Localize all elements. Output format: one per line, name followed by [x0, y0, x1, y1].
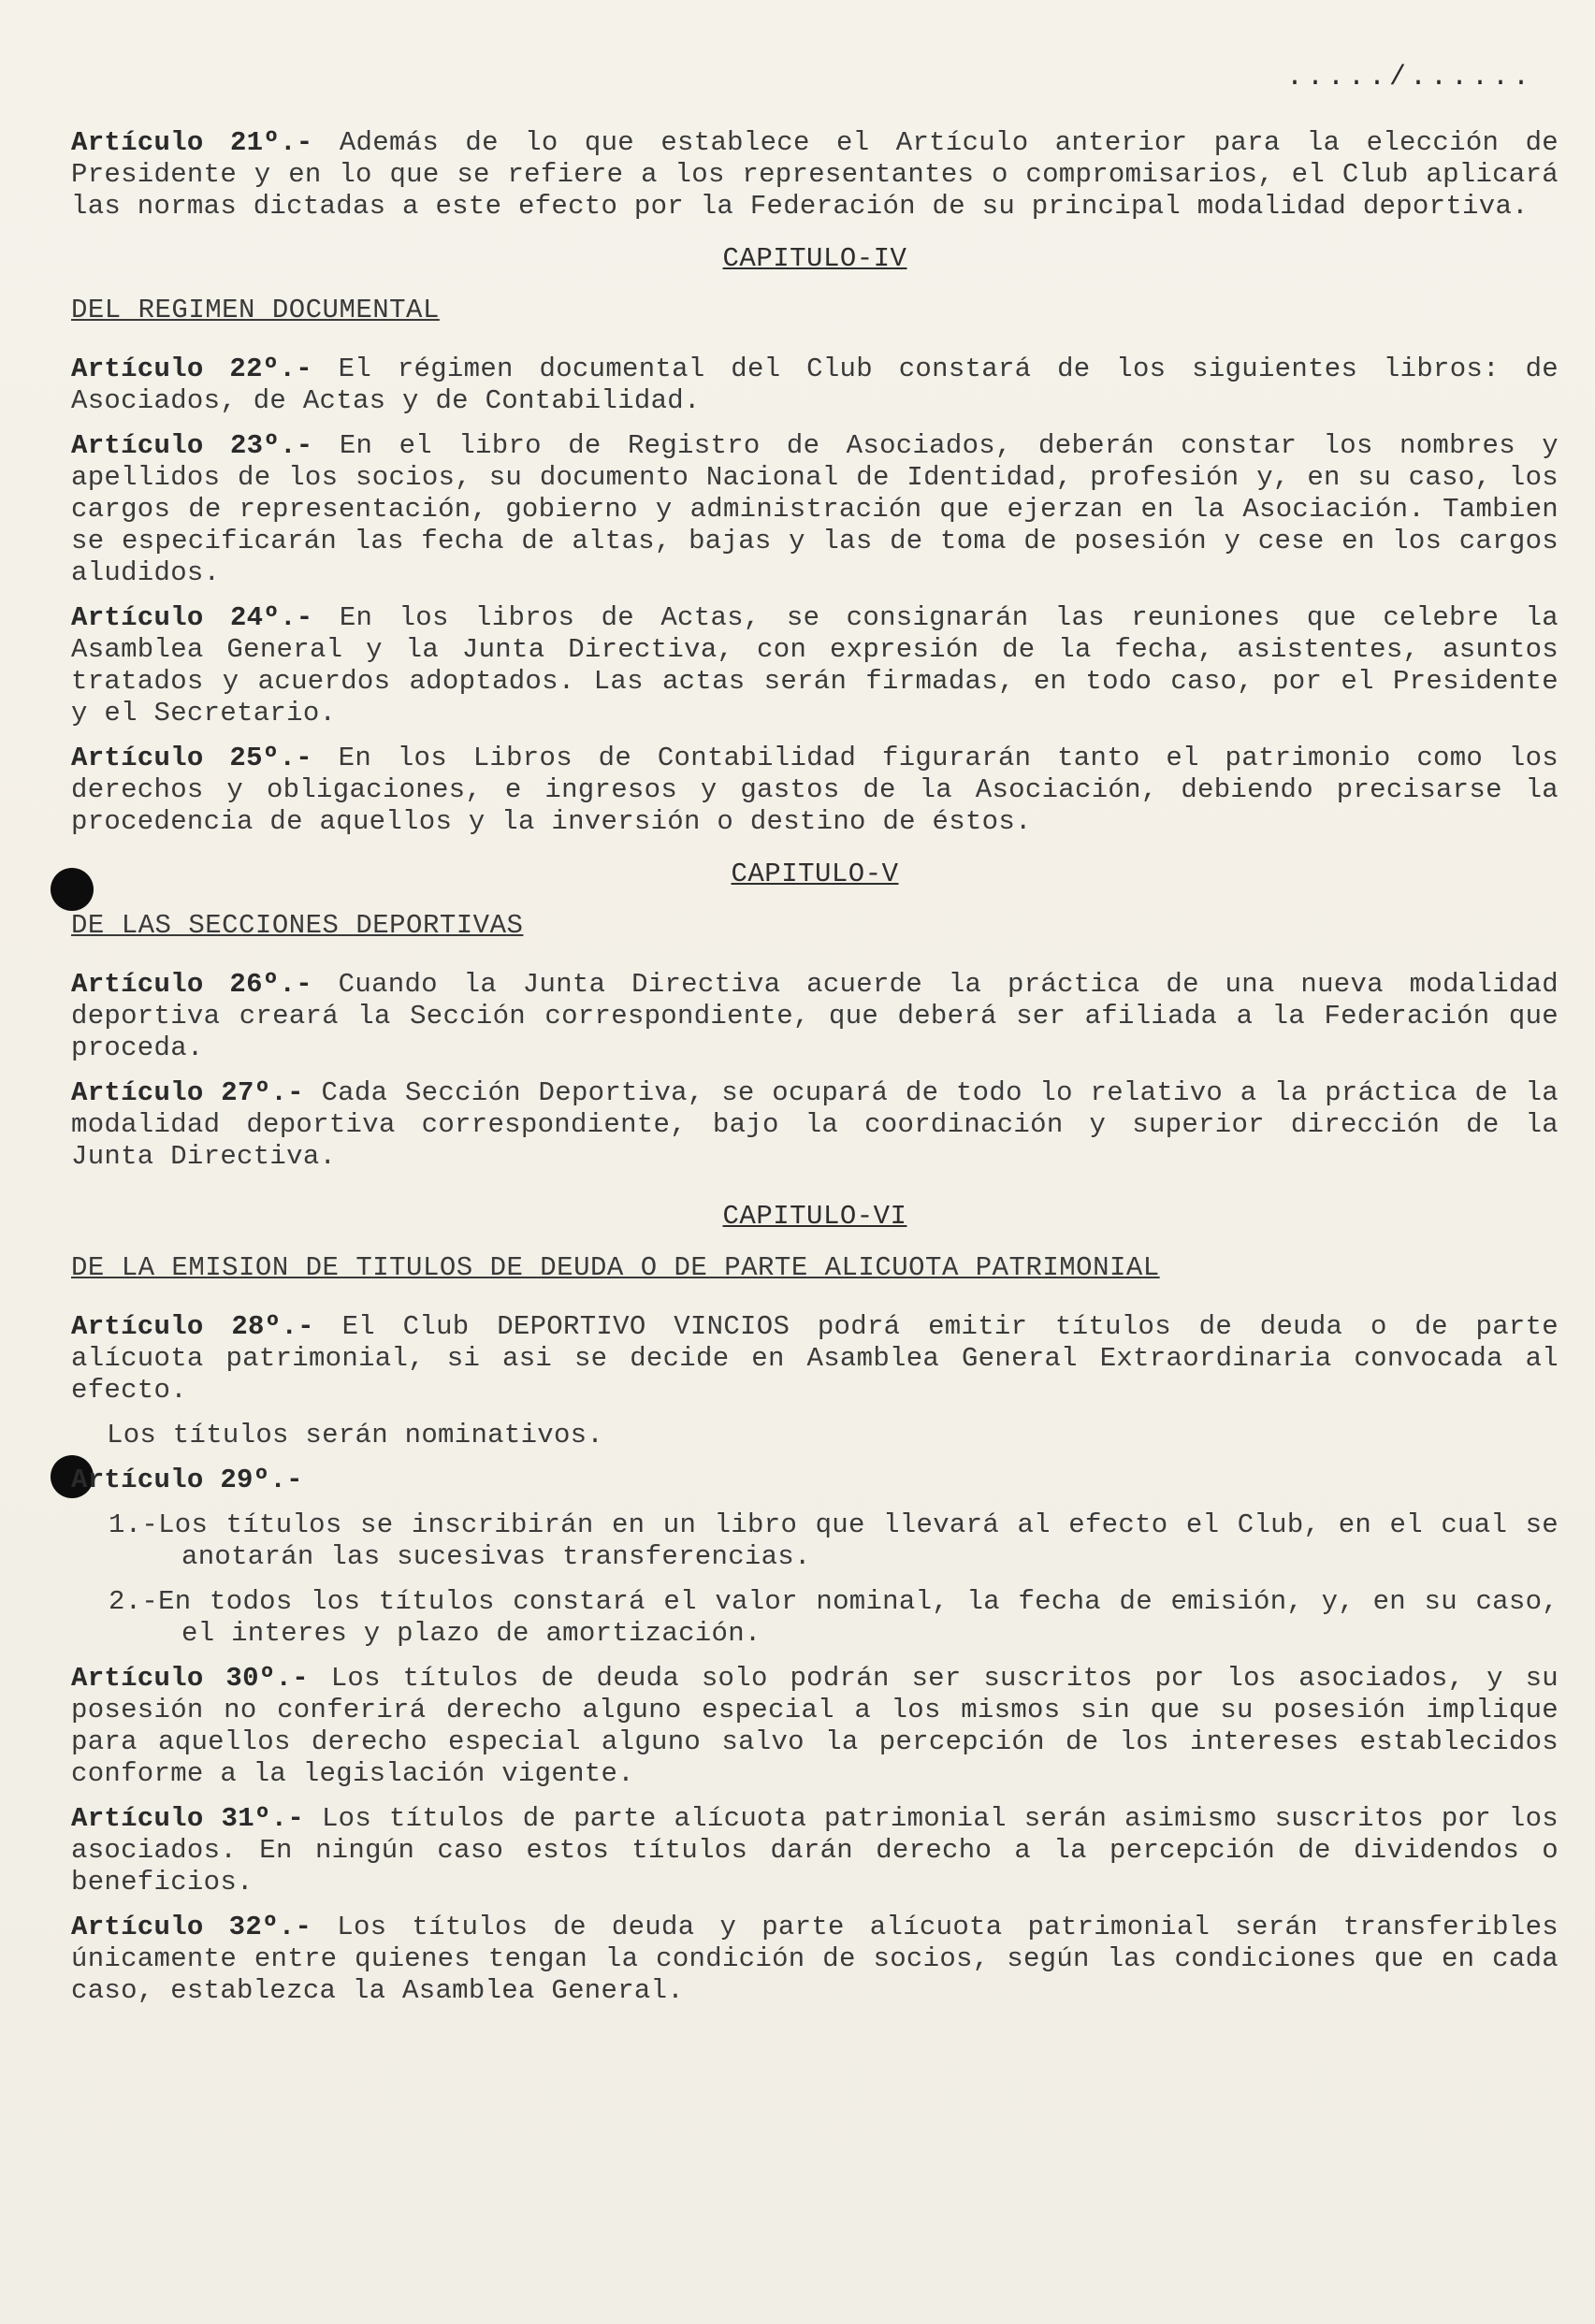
article-label: Artículo 28º.-: [71, 1311, 314, 1342]
chapter-heading: CAPITULO-VI: [722, 1201, 907, 1232]
article-text: Cuando la Junta Directiva acuerde la práctica de una nueva modalidad deportiva creará la Sección correspondiente, que deberá ser afiliada a la Federación que proceda.: [71, 969, 1559, 1063]
article-label: Artículo 22º.-: [71, 354, 312, 384]
article-24: [71, 602, 1559, 729]
article-text: Los títulos de parte alícuota patrimonial serán asimismo suscritos por los asociados. En ningún caso estos títulos darán derecho a la percepción de dividendos o beneficios.: [71, 1803, 1559, 1898]
article-text: Los títulos de deuda solo podrán ser suscritos por los asociados, y su posesión no conferirá derecho alguno especial a los mismos sin que su posesión implique para aquellos derecho especial alguno salvo la percepción de los intereses establecidos conforme a la legislación vigente.: [71, 1663, 1559, 1789]
item-text: En todos los títulos constará el valor nominal, la fecha de emisión, y, en su caso, el interes y plazo de amortización.: [158, 1586, 1559, 1649]
chapter-title: DE LA EMISION DE TITULOS DE DEUDA O DE PARTE ALICUOTA PATRIMONIAL: [71, 1252, 1160, 1283]
item-text: Los títulos se inscribirán en un libro que llevará al efecto el Club, en el cual se anotarán las sucesivas transferencias.: [158, 1509, 1559, 1572]
article-23: [71, 430, 1559, 589]
article-31: [71, 1803, 1559, 1898]
article-text: Además de lo que establece el Artículo anterior para la elección de Presidente y en lo que se refiere a los representantes o compromisarios, el Club aplicará las normas dictadas a este efecto por la Federación de su principal modalidad deportiva.: [71, 127, 1559, 222]
article-label: Artículo 32º.-: [71, 1912, 312, 1942]
chapter-heading: CAPITULO-IV: [722, 243, 907, 274]
article-label: Artículo 30º.-: [71, 1663, 309, 1694]
chapter-title: DE LAS SECCIONES DEPORTIVAS: [71, 910, 524, 941]
item-number: 2.-: [109, 1586, 159, 1617]
page-continuation-marker: ...../......: [1285, 62, 1533, 94]
article-29-item: [71, 1509, 1559, 1573]
article-26: [71, 969, 1559, 1064]
article-text: En los Libros de Contabilidad figurarán tanto el patrimonio como los derechos y obligaciones, e ingresos y gastos de la Asociación, debiendo precisarse la procedencia de aquellos y la inversión o destino de éstos.: [71, 743, 1559, 837]
article-label: Artículo 23º.-: [71, 430, 313, 461]
article-28: [71, 1311, 1559, 1407]
article-text: En los libros de Actas, se consignarán las reuniones que celebre la Asamblea General y la Junta Directiva, con expresión de la fecha, asistentes, asuntos tratados y acuerdos adoptados. Las actas serán firmadas, en todo caso, por el Presidente y el Secretario.: [71, 602, 1559, 729]
article-30: [71, 1663, 1559, 1790]
document-body: [71, 127, 1559, 2020]
article-label: Artículo 27º.-: [71, 1077, 304, 1108]
article-text: El Club DEPORTIVO VINCIOS podrá emitir títulos de deuda o de parte alícuota patrimonial, si asi se decide en Asamblea General Extraordinaria convocada al efecto.: [71, 1311, 1559, 1406]
article-label: Artículo 21º.-: [71, 127, 313, 158]
article-25: [71, 743, 1559, 838]
article-label: Artículo 29º.-: [71, 1465, 303, 1495]
article-28-note: Los títulos serán nominativos.: [107, 1420, 604, 1451]
article-text: El régimen documental del Club constará de los siguientes libros: de Asociados, de Actas y de Contabilidad.: [71, 354, 1559, 416]
article-32: [71, 1912, 1559, 2007]
article-29-item: [71, 1586, 1559, 1650]
article-text: En el libro de Registro de Asociados, deberán constar los nombres y apellidos de los socios, su documento Nacional de Identidad, profesión y, en su caso, los cargos de representación, gobierno y administración que ejerzan en la Asociación. Tambien se especificarán las fecha de altas, bajas y las de toma de posesión y cese en los cargos aludidos.: [71, 430, 1559, 588]
article-text: Cada Sección Deportiva, se ocupará de todo lo relativo a la práctica de la modalidad deportiva correspondiente, bajo la coordinación y superior dirección de la Junta Directiva.: [71, 1077, 1559, 1172]
item-number: 1.-: [109, 1509, 159, 1540]
article-label: Artículo 25º.-: [71, 743, 312, 773]
chapter-title: DEL REGIMEN DOCUMENTAL: [71, 295, 440, 325]
article-label: Artículo 31º.-: [71, 1803, 305, 1834]
article-label: Artículo 26º.-: [71, 969, 312, 1000]
article-text: Los títulos de deuda y parte alícuota patrimonial serán transferibles únicamente entre quienes tengan la condición de socios, según las condiciones que en cada caso, establezca la Asamblea General.: [71, 1912, 1559, 2006]
article-label: Artículo 24º.-: [71, 602, 313, 633]
article-27: [71, 1077, 1559, 1173]
chapter-heading: CAPITULO-V: [731, 859, 899, 889]
article-22: [71, 354, 1559, 417]
article-21: [71, 127, 1559, 223]
article-29: [71, 1465, 1559, 1496]
